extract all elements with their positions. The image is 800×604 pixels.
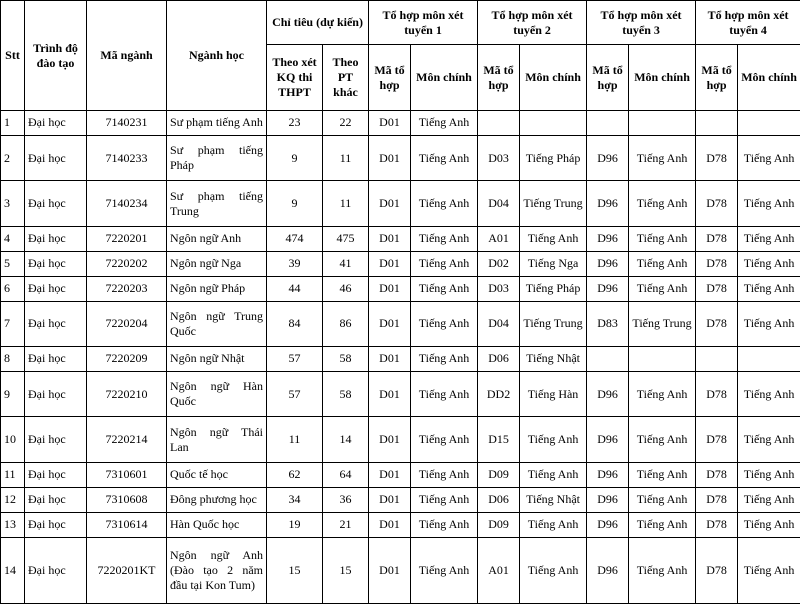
table-row bbox=[1, 463, 800, 488]
cell-combo-3-code: D96 bbox=[587, 181, 629, 227]
cell-major-code: 7140231 bbox=[87, 111, 167, 136]
cell-quota-thpt: 84 bbox=[267, 301, 323, 347]
cell-stt: 8 bbox=[1, 347, 25, 372]
cell-combo-3-subject: Tiếng Trung bbox=[629, 301, 696, 347]
table-row bbox=[1, 251, 800, 276]
header-stt: Stt bbox=[1, 1, 25, 111]
cell-combo-1-code: D01 bbox=[369, 487, 411, 512]
cell-combo-1-subject: Tiếng Anh bbox=[411, 301, 478, 347]
cell-combo-3-subject: Tiếng Anh bbox=[629, 512, 696, 537]
cell-major-code: 7220201KT bbox=[87, 537, 167, 603]
header-combo-4-code: Mã tổ hợp bbox=[696, 45, 738, 111]
cell-quota-other: 22 bbox=[323, 111, 369, 136]
cell-quota-thpt: 39 bbox=[267, 251, 323, 276]
cell-combo-4-code: D78 bbox=[696, 276, 738, 301]
cell-combo-1-subject: Tiếng Anh bbox=[411, 463, 478, 488]
header-major: Ngành học bbox=[167, 1, 267, 111]
cell-major-code: 7220204 bbox=[87, 301, 167, 347]
cell-major-name: Sư phạm tiếng Trung bbox=[167, 181, 267, 227]
cell-combo-2-subject: Tiếng Nhật bbox=[520, 487, 587, 512]
cell-combo-3-subject bbox=[629, 347, 696, 372]
header-level: Trình độ đào tạo bbox=[25, 1, 87, 111]
header-combo-1: Tổ hợp môn xét tuyển 1 bbox=[369, 1, 478, 45]
cell-combo-4-code bbox=[696, 347, 738, 372]
cell-combo-1-subject: Tiếng Anh bbox=[411, 371, 478, 417]
cell-quota-other: 64 bbox=[323, 463, 369, 488]
cell-combo-3-code: D96 bbox=[587, 226, 629, 251]
cell-combo-2-subject: Tiếng Anh bbox=[520, 417, 587, 463]
cell-major-code: 7140234 bbox=[87, 181, 167, 227]
header-combo-4-subject: Môn chính bbox=[738, 45, 800, 111]
cell-quota-thpt: 9 bbox=[267, 135, 323, 181]
cell-combo-2-subject: Tiếng Pháp bbox=[520, 135, 587, 181]
cell-combo-3-code: D96 bbox=[587, 463, 629, 488]
cell-combo-2-subject: Tiếng Anh bbox=[520, 512, 587, 537]
cell-level: Đại học bbox=[25, 371, 87, 417]
cell-combo-2-subject: Tiếng Trung bbox=[520, 301, 587, 347]
table-row bbox=[1, 371, 800, 417]
cell-combo-2-code: D03 bbox=[478, 276, 520, 301]
cell-combo-2-code: D02 bbox=[478, 251, 520, 276]
cell-combo-4-subject bbox=[738, 111, 800, 136]
cell-combo-1-subject: Tiếng Anh bbox=[411, 181, 478, 227]
cell-combo-2-code: D09 bbox=[478, 463, 520, 488]
cell-combo-4-subject: Tiếng Anh bbox=[738, 487, 800, 512]
cell-combo-1-subject: Tiếng Anh bbox=[411, 226, 478, 251]
cell-combo-1-code: D01 bbox=[369, 347, 411, 372]
cell-combo-4-code: D78 bbox=[696, 371, 738, 417]
header-combo-3: Tổ hợp môn xét tuyển 3 bbox=[587, 1, 696, 45]
table-row bbox=[1, 226, 800, 251]
cell-combo-1-subject: Tiếng Anh bbox=[411, 251, 478, 276]
cell-combo-3-subject: Tiếng Anh bbox=[629, 135, 696, 181]
header-combo-1-subject: Môn chính bbox=[411, 45, 478, 111]
cell-quota-thpt: 11 bbox=[267, 417, 323, 463]
cell-combo-1-code: D01 bbox=[369, 135, 411, 181]
table-row bbox=[1, 487, 800, 512]
cell-combo-1-subject: Tiếng Anh bbox=[411, 135, 478, 181]
cell-major-name: Sư phạm tiếng Pháp bbox=[167, 135, 267, 181]
cell-combo-4-code: D78 bbox=[696, 537, 738, 603]
cell-combo-4-code: D78 bbox=[696, 463, 738, 488]
cell-quota-thpt: 62 bbox=[267, 463, 323, 488]
cell-combo-4-code bbox=[696, 111, 738, 136]
cell-combo-1-subject: Tiếng Anh bbox=[411, 417, 478, 463]
cell-combo-2-code: D15 bbox=[478, 417, 520, 463]
cell-combo-3-subject: Tiếng Anh bbox=[629, 487, 696, 512]
cell-combo-1-code: D01 bbox=[369, 512, 411, 537]
table-row bbox=[1, 301, 800, 347]
cell-combo-2-code: DD2 bbox=[478, 371, 520, 417]
cell-quota-thpt: 19 bbox=[267, 512, 323, 537]
cell-quota-thpt: 9 bbox=[267, 181, 323, 227]
cell-major-code: 7220201 bbox=[87, 226, 167, 251]
cell-major-name: Ngôn ngữ Anh (Đào tạo 2 năm đầu tại Kon Tum) bbox=[167, 537, 267, 603]
cell-quota-thpt: 44 bbox=[267, 276, 323, 301]
cell-stt: 10 bbox=[1, 417, 25, 463]
cell-combo-4-subject: Tiếng Anh bbox=[738, 371, 800, 417]
cell-level: Đại học bbox=[25, 512, 87, 537]
cell-major-name: Ngôn ngữ Hàn Quốc bbox=[167, 371, 267, 417]
cell-quota-other: 475 bbox=[323, 226, 369, 251]
cell-combo-3-subject: Tiếng Anh bbox=[629, 417, 696, 463]
cell-combo-4-code: D78 bbox=[696, 226, 738, 251]
cell-stt: 5 bbox=[1, 251, 25, 276]
cell-combo-2-code bbox=[478, 111, 520, 136]
table-row bbox=[1, 537, 800, 603]
cell-combo-2-subject: Tiếng Nhật bbox=[520, 347, 587, 372]
cell-stt: 13 bbox=[1, 512, 25, 537]
cell-major-name: Ngôn ngữ Thái Lan bbox=[167, 417, 267, 463]
table-header bbox=[1, 1, 800, 111]
cell-quota-other: 15 bbox=[323, 537, 369, 603]
table-row bbox=[1, 276, 800, 301]
cell-combo-2-code: D04 bbox=[478, 301, 520, 347]
cell-level: Đại học bbox=[25, 487, 87, 512]
cell-combo-2-subject: Tiếng Anh bbox=[520, 226, 587, 251]
cell-level: Đại học bbox=[25, 251, 87, 276]
cell-combo-2-subject bbox=[520, 111, 587, 136]
header-quota: Chỉ tiêu (dự kiến) bbox=[267, 1, 369, 45]
cell-combo-1-code: D01 bbox=[369, 301, 411, 347]
cell-quota-other: 58 bbox=[323, 347, 369, 372]
cell-combo-2-code: A01 bbox=[478, 226, 520, 251]
cell-level: Đại học bbox=[25, 301, 87, 347]
cell-major-code: 7220202 bbox=[87, 251, 167, 276]
cell-quota-other: 11 bbox=[323, 181, 369, 227]
cell-major-code: 7220210 bbox=[87, 371, 167, 417]
cell-major-code: 7220209 bbox=[87, 347, 167, 372]
cell-combo-2-subject: Tiếng Trung bbox=[520, 181, 587, 227]
cell-quota-thpt: 34 bbox=[267, 487, 323, 512]
header-quota-other: Theo PT khác bbox=[323, 45, 369, 111]
cell-combo-3-subject: Tiếng Anh bbox=[629, 181, 696, 227]
cell-combo-4-subject: Tiếng Anh bbox=[738, 463, 800, 488]
cell-combo-2-subject: Tiếng Nga bbox=[520, 251, 587, 276]
cell-stt: 1 bbox=[1, 111, 25, 136]
cell-combo-1-subject: Tiếng Anh bbox=[411, 487, 478, 512]
cell-quota-thpt: 15 bbox=[267, 537, 323, 603]
cell-stt: 11 bbox=[1, 463, 25, 488]
cell-combo-4-subject: Tiếng Anh bbox=[738, 276, 800, 301]
cell-combo-3-code: D96 bbox=[587, 251, 629, 276]
cell-quota-other: 86 bbox=[323, 301, 369, 347]
cell-combo-3-subject: Tiếng Anh bbox=[629, 371, 696, 417]
cell-combo-4-code: D78 bbox=[696, 181, 738, 227]
cell-combo-4-subject: Tiếng Anh bbox=[738, 512, 800, 537]
cell-quota-other: 58 bbox=[323, 371, 369, 417]
cell-combo-4-subject: Tiếng Anh bbox=[738, 251, 800, 276]
cell-combo-4-code: D78 bbox=[696, 301, 738, 347]
cell-major-name: Quốc tế học bbox=[167, 463, 267, 488]
table-row bbox=[1, 181, 800, 227]
cell-combo-1-subject: Tiếng Anh bbox=[411, 512, 478, 537]
cell-major-code: 7310601 bbox=[87, 463, 167, 488]
cell-stt: 9 bbox=[1, 371, 25, 417]
cell-quota-thpt: 23 bbox=[267, 111, 323, 136]
cell-level: Đại học bbox=[25, 537, 87, 603]
cell-combo-4-subject: Tiếng Anh bbox=[738, 417, 800, 463]
table-row bbox=[1, 417, 800, 463]
cell-level: Đại học bbox=[25, 417, 87, 463]
cell-major-name: Ngôn ngữ Trung Quốc bbox=[167, 301, 267, 347]
cell-quota-other: 41 bbox=[323, 251, 369, 276]
header-combo-2-code: Mã tổ hợp bbox=[478, 45, 520, 111]
cell-combo-1-code: D01 bbox=[369, 181, 411, 227]
cell-combo-2-code: A01 bbox=[478, 537, 520, 603]
cell-combo-3-code: D96 bbox=[587, 537, 629, 603]
cell-combo-3-subject: Tiếng Anh bbox=[629, 226, 696, 251]
cell-major-name: Ngôn ngữ Nhật bbox=[167, 347, 267, 372]
cell-combo-1-code: D01 bbox=[369, 111, 411, 136]
cell-stt: 14 bbox=[1, 537, 25, 603]
cell-combo-3-code: D96 bbox=[587, 371, 629, 417]
cell-major-code: 7310608 bbox=[87, 487, 167, 512]
cell-combo-4-subject: Tiếng Anh bbox=[738, 135, 800, 181]
cell-major-name: Đông phương học bbox=[167, 487, 267, 512]
cell-combo-3-code bbox=[587, 111, 629, 136]
header-combo-2: Tổ hợp môn xét tuyển 2 bbox=[478, 1, 587, 45]
cell-combo-4-code: D78 bbox=[696, 251, 738, 276]
cell-combo-3-subject: Tiếng Anh bbox=[629, 276, 696, 301]
cell-stt: 2 bbox=[1, 135, 25, 181]
cell-quota-other: 11 bbox=[323, 135, 369, 181]
cell-combo-2-code: D06 bbox=[478, 487, 520, 512]
header-combo-2-subject: Môn chính bbox=[520, 45, 587, 111]
cell-combo-1-subject: Tiếng Anh bbox=[411, 537, 478, 603]
cell-quota-thpt: 57 bbox=[267, 371, 323, 417]
cell-combo-4-code: D78 bbox=[696, 135, 738, 181]
cell-combo-4-subject: Tiếng Anh bbox=[738, 226, 800, 251]
cell-major-name: Hàn Quốc học bbox=[167, 512, 267, 537]
cell-quota-thpt: 474 bbox=[267, 226, 323, 251]
header-combo-1-code: Mã tổ hợp bbox=[369, 45, 411, 111]
cell-combo-3-subject: Tiếng Anh bbox=[629, 463, 696, 488]
cell-combo-2-code: D09 bbox=[478, 512, 520, 537]
cell-combo-2-code: D04 bbox=[478, 181, 520, 227]
cell-combo-2-code: D03 bbox=[478, 135, 520, 181]
cell-combo-4-code: D78 bbox=[696, 512, 738, 537]
cell-combo-2-subject: Tiếng Anh bbox=[520, 537, 587, 603]
cell-combo-1-code: D01 bbox=[369, 226, 411, 251]
cell-combo-1-code: D01 bbox=[369, 371, 411, 417]
cell-combo-4-subject: Tiếng Anh bbox=[738, 181, 800, 227]
cell-combo-3-code bbox=[587, 347, 629, 372]
table-body bbox=[1, 111, 800, 604]
cell-major-code: 7310614 bbox=[87, 512, 167, 537]
cell-major-name: Ngôn ngữ Pháp bbox=[167, 276, 267, 301]
cell-combo-1-subject: Tiếng Anh bbox=[411, 276, 478, 301]
header-quota-thpt: Theo xét KQ thi THPT bbox=[267, 45, 323, 111]
cell-combo-1-code: D01 bbox=[369, 537, 411, 603]
cell-combo-2-code: D06 bbox=[478, 347, 520, 372]
table-row bbox=[1, 111, 800, 136]
cell-combo-4-subject: Tiếng Anh bbox=[738, 537, 800, 603]
cell-major-name: Ngôn ngữ Nga bbox=[167, 251, 267, 276]
cell-combo-2-subject: Tiếng Hàn bbox=[520, 371, 587, 417]
cell-level: Đại học bbox=[25, 181, 87, 227]
cell-combo-4-code: D78 bbox=[696, 487, 738, 512]
cell-combo-3-code: D83 bbox=[587, 301, 629, 347]
cell-major-name: Ngôn ngữ Anh bbox=[167, 226, 267, 251]
cell-combo-3-code: D96 bbox=[587, 135, 629, 181]
cell-combo-2-subject: Tiếng Pháp bbox=[520, 276, 587, 301]
cell-combo-4-subject bbox=[738, 347, 800, 372]
cell-level: Đại học bbox=[25, 135, 87, 181]
cell-combo-3-code: D96 bbox=[587, 487, 629, 512]
cell-combo-3-subject: Tiếng Anh bbox=[629, 537, 696, 603]
cell-combo-3-subject bbox=[629, 111, 696, 136]
cell-combo-1-subject: Tiếng Anh bbox=[411, 347, 478, 372]
cell-stt: 6 bbox=[1, 276, 25, 301]
cell-combo-1-code: D01 bbox=[369, 251, 411, 276]
cell-combo-3-code: D96 bbox=[587, 417, 629, 463]
cell-stt: 12 bbox=[1, 487, 25, 512]
cell-quota-other: 46 bbox=[323, 276, 369, 301]
cell-major-code: 7140233 bbox=[87, 135, 167, 181]
cell-level: Đại học bbox=[25, 463, 87, 488]
table-row bbox=[1, 512, 800, 537]
cell-level: Đại học bbox=[25, 276, 87, 301]
table-row bbox=[1, 135, 800, 181]
cell-quota-other: 21 bbox=[323, 512, 369, 537]
cell-combo-2-subject: Tiếng Anh bbox=[520, 463, 587, 488]
cell-stt: 4 bbox=[1, 226, 25, 251]
cell-combo-4-code: D78 bbox=[696, 417, 738, 463]
cell-stt: 3 bbox=[1, 181, 25, 227]
cell-combo-4-subject: Tiếng Anh bbox=[738, 301, 800, 347]
header-combo-3-code: Mã tổ hợp bbox=[587, 45, 629, 111]
cell-quota-thpt: 57 bbox=[267, 347, 323, 372]
cell-combo-1-code: D01 bbox=[369, 463, 411, 488]
cell-level: Đại học bbox=[25, 226, 87, 251]
cell-combo-1-code: D01 bbox=[369, 417, 411, 463]
cell-major-code: 7220214 bbox=[87, 417, 167, 463]
cell-stt: 7 bbox=[1, 301, 25, 347]
cell-combo-3-code: D96 bbox=[587, 276, 629, 301]
header-code: Mã ngành bbox=[87, 1, 167, 111]
cell-combo-3-subject: Tiếng Anh bbox=[629, 251, 696, 276]
cell-level: Đại học bbox=[25, 111, 87, 136]
table-row bbox=[1, 347, 800, 372]
cell-quota-other: 14 bbox=[323, 417, 369, 463]
cell-major-name: Sư phạm tiếng Anh bbox=[167, 111, 267, 136]
cell-quota-other: 36 bbox=[323, 487, 369, 512]
cell-level: Đại học bbox=[25, 347, 87, 372]
cell-combo-1-subject: Tiếng Anh bbox=[411, 111, 478, 136]
cell-combo-3-code: D96 bbox=[587, 512, 629, 537]
header-combo-3-subject: Môn chính bbox=[629, 45, 696, 111]
header-combo-4: Tổ hợp môn xét tuyển 4 bbox=[696, 1, 800, 45]
cell-combo-1-code: D01 bbox=[369, 276, 411, 301]
cell-major-code: 7220203 bbox=[87, 276, 167, 301]
